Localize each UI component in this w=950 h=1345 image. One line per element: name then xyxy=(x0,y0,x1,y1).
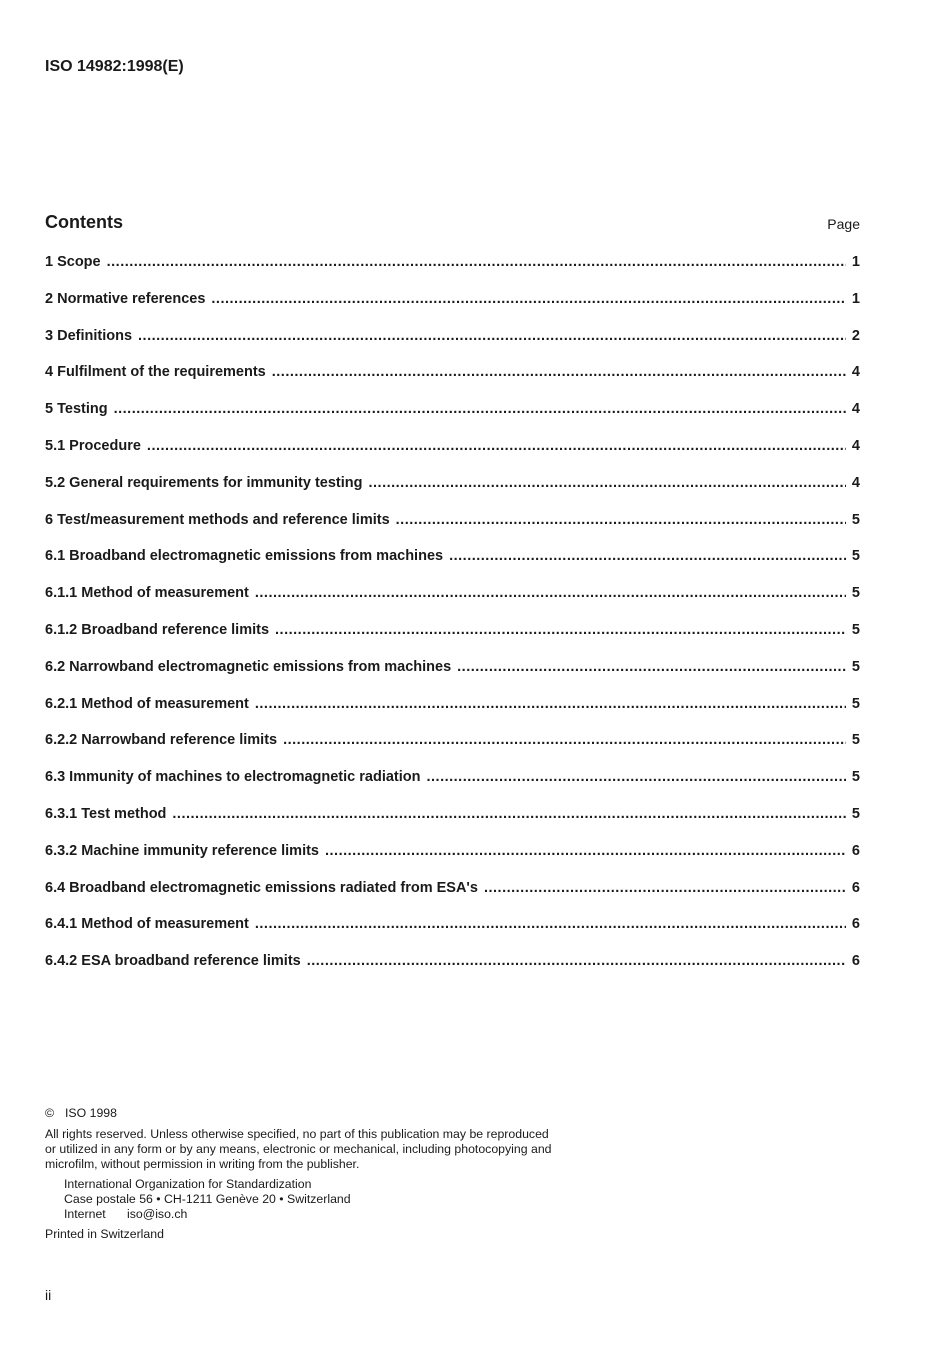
toc-dot-leader xyxy=(211,291,846,307)
copyright-line xyxy=(45,1106,585,1121)
toc-entry-title: 4 Fulfilment of the requirements xyxy=(45,364,266,381)
toc-entry[interactable] xyxy=(45,953,860,990)
toc-entry-page: 5 xyxy=(851,548,860,565)
toc-dot-leader xyxy=(272,364,846,380)
toc-entry[interactable] xyxy=(45,696,860,733)
toc-entry-title: 6.3.1 Test method xyxy=(45,805,167,822)
copyright-symbol: © xyxy=(45,1106,55,1120)
publisher-address xyxy=(45,1177,585,1222)
toc-entry-page: 5 xyxy=(851,732,860,749)
toc-dot-leader xyxy=(484,880,846,896)
toc-entry-page: 5 xyxy=(851,769,860,786)
toc-entry-title: 6.2 Narrowband electromagnetic emissions from machines xyxy=(45,658,452,675)
toc-entry-page: 5 xyxy=(851,585,860,602)
toc-entry-page: 4 xyxy=(851,401,860,418)
toc-entry[interactable] xyxy=(45,548,860,585)
toc-entry-page: 6 xyxy=(851,916,860,933)
toc-entry-page: 4 xyxy=(851,474,860,491)
toc-entry-title: 6.4 Broadband electromagnetic emissions radiated from ESA's xyxy=(45,879,478,896)
toc-dot-leader xyxy=(255,916,846,932)
toc-entry-title: 5.2 General requirements for immunity testing xyxy=(45,474,363,491)
toc-entry-page: 5 xyxy=(851,621,860,638)
contents-heading: Contents xyxy=(45,212,123,232)
toc-entry-title: 3 Definitions xyxy=(45,327,133,344)
toc-entry-page: 1 xyxy=(851,290,860,307)
toc-entry-title: 6.2.2 Narrowband reference limits xyxy=(45,732,278,749)
toc-dot-leader xyxy=(283,732,846,748)
toc-entry[interactable] xyxy=(45,622,860,659)
internet-email[interactable]: iso@iso.ch xyxy=(127,1207,188,1221)
organization-name: International Organization for Standardization xyxy=(64,1177,312,1191)
toc-entry-page: 5 xyxy=(851,695,860,712)
toc-entry-title: 1 Scope xyxy=(45,254,101,270)
toc-entry-page: 6 xyxy=(851,879,860,896)
toc-entry-page: 6 xyxy=(851,953,860,970)
toc-entry-title: 5 Testing xyxy=(45,401,108,418)
toc-entry[interactable] xyxy=(45,880,860,917)
toc-entry[interactable] xyxy=(45,585,860,622)
internet-label: Internet xyxy=(64,1207,106,1221)
toc-entry-page: 4 xyxy=(851,437,860,454)
toc-entry-page: 4 xyxy=(851,364,860,381)
toc-entry-title: 6.1 Broadband electromagnetic emissions from machines xyxy=(45,548,444,565)
toc-entry-page: 5 xyxy=(851,805,860,822)
postal-address: Case postale 56 • CH-1211 Genève 20 • Switzerland xyxy=(64,1192,351,1206)
toc-entry-page: 6 xyxy=(851,842,860,859)
table-of-contents xyxy=(45,254,860,990)
toc-dot-leader xyxy=(449,548,846,564)
toc-entry[interactable] xyxy=(45,438,860,475)
toc-entry[interactable] xyxy=(45,659,860,696)
toc-entry-page: 5 xyxy=(851,658,860,675)
toc-dot-leader xyxy=(147,438,846,454)
toc-entry[interactable] xyxy=(45,364,860,401)
rights-line: microfilm, without permission in writing from the publisher. xyxy=(45,1157,360,1171)
copyright-text: ISO 1998 xyxy=(65,1106,117,1120)
toc-dot-leader xyxy=(255,585,846,601)
toc-entry[interactable] xyxy=(45,254,860,291)
toc-entry[interactable] xyxy=(45,291,860,328)
toc-entry-page: 1 xyxy=(851,254,860,270)
rights-reserved-text xyxy=(45,1127,585,1172)
copyright-notice xyxy=(45,1106,585,1242)
toc-dot-leader xyxy=(368,475,845,491)
toc-dot-leader xyxy=(138,328,846,344)
toc-entry-title: 6.3.2 Machine immunity reference limits xyxy=(45,842,319,859)
toc-dot-leader xyxy=(325,843,846,859)
rights-line: All rights reserved. Unless otherwise specified, no part of this publication may be reproduced xyxy=(45,1127,549,1141)
toc-entry[interactable] xyxy=(45,806,860,843)
toc-dot-leader xyxy=(396,512,846,528)
toc-entry-page: 2 xyxy=(851,327,860,344)
toc-entry-title: 6.4.1 Method of measurement xyxy=(45,916,249,933)
toc-entry[interactable] xyxy=(45,769,860,806)
toc-dot-leader xyxy=(255,696,846,712)
toc-dot-leader xyxy=(426,769,845,785)
rights-line: or utilized in any form or by any means, electronic or mechanical, including photocopying and xyxy=(45,1142,552,1156)
toc-entry[interactable] xyxy=(45,328,860,365)
toc-entry-title: 6.3 Immunity of machines to electromagnetic radiation xyxy=(45,769,421,786)
toc-entry-page: 5 xyxy=(851,511,860,528)
toc-dot-leader xyxy=(275,622,846,638)
toc-entry[interactable] xyxy=(45,916,860,953)
toc-dot-leader xyxy=(172,806,846,822)
toc-entry[interactable] xyxy=(45,475,860,512)
toc-entry[interactable] xyxy=(45,512,860,549)
toc-entry-title: 2 Normative references xyxy=(45,290,206,307)
toc-entry[interactable] xyxy=(45,401,860,438)
internet-contact xyxy=(64,1207,585,1222)
toc-dot-leader xyxy=(457,659,846,675)
document-id: ISO 14982:1998(E) xyxy=(45,58,184,75)
page-number: ii xyxy=(45,1287,52,1303)
toc-entry-title: 6 Test/measurement methods and reference limits xyxy=(45,511,390,528)
toc-entry-title: 5.1 Procedure xyxy=(45,437,141,454)
toc-entry-title: 6.4.2 ESA broadband reference limits xyxy=(45,953,301,970)
toc-dot-leader xyxy=(107,254,846,270)
toc-entry[interactable] xyxy=(45,732,860,769)
printed-in: Printed in Switzerland xyxy=(45,1227,164,1241)
toc-entry-title: 6.1.1 Method of measurement xyxy=(45,585,249,602)
toc-dot-leader xyxy=(307,953,846,969)
toc-entry[interactable] xyxy=(45,843,860,880)
toc-entry-title: 6.2.1 Method of measurement xyxy=(45,695,249,712)
toc-dot-leader xyxy=(114,401,846,417)
page-column-heading: Page xyxy=(827,216,860,232)
toc-entry-title: 6.1.2 Broadband reference limits xyxy=(45,621,270,638)
